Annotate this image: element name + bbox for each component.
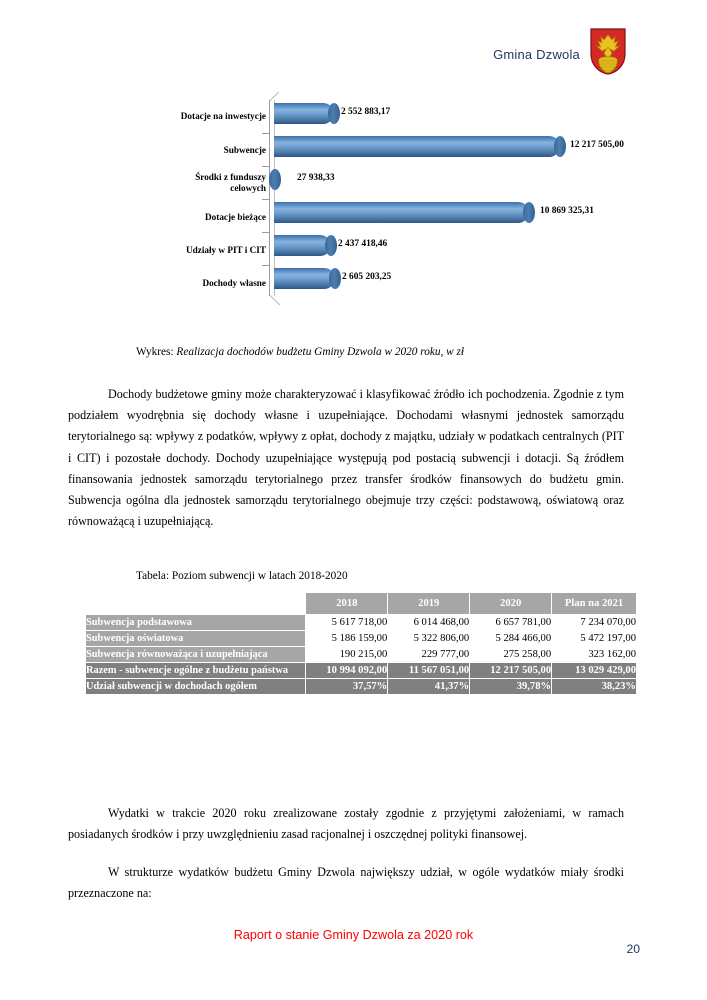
table-cell: 39,78% (470, 679, 552, 695)
table-column-header-2018: 2018 (306, 593, 388, 615)
table-cell: 41,37% (388, 679, 470, 695)
chart-value-label: 2 437 418,46 (338, 239, 388, 249)
axis-tick (262, 265, 269, 266)
table-cell: 37,57% (306, 679, 388, 695)
table-cell: 12 217 505,00 (470, 663, 552, 679)
page-number: 20 (626, 942, 640, 956)
chart-bar (274, 268, 335, 289)
chart-bar (274, 202, 529, 223)
table-cell: 190 215,00 (306, 647, 388, 663)
table-row (86, 647, 637, 663)
table-column-header-plan-2021: Plan na 2021 (552, 593, 637, 615)
chart-category-label: Dotacje bieżące (205, 212, 266, 222)
chart-bar (274, 235, 331, 256)
chart-category-label: Dochody własne (202, 278, 266, 288)
table-row (86, 631, 637, 647)
page-title: Gmina Dzwola (493, 47, 580, 62)
table-row (86, 679, 637, 695)
table-cell: 7 234 070,00 (552, 615, 637, 631)
table-header-row (86, 593, 637, 615)
table-row-label: Subwencja oświatowa (86, 631, 306, 647)
chart-caption-prefix: Wykres: (136, 346, 177, 358)
axis-tick (262, 133, 269, 134)
table-row-label: Subwencja równoważąca i uzupełniająca (86, 647, 306, 663)
table-cell: 5 322 806,00 (388, 631, 470, 647)
page-header (0, 28, 707, 80)
subvention-table-wrapper (85, 592, 637, 695)
chart-category-label: Dotacje na inwestycje (180, 111, 266, 121)
paragraph-expenditure-structure: W strukturze wydatków budżetu Gminy Dzwola największy udział, w ogóle wydatków miały środki przeznaczone na: (68, 865, 624, 901)
chart-plot-area (0, 92, 707, 314)
table-column-header-2020: 2020 (470, 593, 552, 615)
coat-of-arms-icon (589, 28, 627, 75)
table-column-header-2019: 2019 (388, 593, 470, 615)
table-cell: 229 777,00 (388, 647, 470, 663)
table-cell: 5 617 718,00 (306, 615, 388, 631)
axis-cap-top (269, 92, 290, 101)
table-cell: 6 657 781,00 (470, 615, 552, 631)
chart-category-label: Środki z funduszy celowych (195, 172, 266, 193)
table-cell: 323 162,00 (552, 647, 637, 663)
chart-caption (136, 346, 464, 358)
table-cell: 5 186 159,00 (306, 631, 388, 647)
table-cell: 13 029 429,00 (552, 663, 637, 679)
chart-value-label: 12 217 505,00 (570, 140, 624, 150)
axis-tick (262, 199, 269, 200)
table-row (86, 663, 637, 679)
chart-value-label: 2 552 883,17 (341, 107, 391, 117)
axis-cap-bottom (269, 295, 291, 305)
subvention-table (85, 592, 637, 695)
axis-line (269, 100, 270, 296)
table-cell: 38,23% (552, 679, 637, 695)
table-row-label: Udział subwencji w dochodach ogółem (86, 679, 306, 695)
table-cell: 5 284 466,00 (470, 631, 552, 647)
table-cell: 11 567 051,00 (388, 663, 470, 679)
income-bar-chart (0, 92, 707, 314)
chart-category-label: Udziały w PIT i CIT (186, 245, 266, 255)
table-cell: 6 014 468,00 (388, 615, 470, 631)
axis-tick (262, 232, 269, 233)
table-row-label: Subwencja podstawowa (86, 615, 306, 631)
axis-tick (262, 166, 269, 167)
table-cell: 275 258,00 (470, 647, 552, 663)
chart-bar (274, 136, 560, 157)
chart-bar (274, 169, 275, 190)
table-cell: 5 472 197,00 (552, 631, 637, 647)
footer-report-title: Raport o stanie Gminy Dzwola za 2020 rok (233, 928, 474, 942)
chart-value-label: 27 938,33 (297, 173, 335, 183)
paragraph-income-sources: Dochody budżetowe gminy może charakteryzować i klasyfikować źródło ich pochodzenia. Zgodnie z tym podziałem wyodrębnia się dochody własne i uzupełniające. Dochodami własnymi jednostek samorządu terytorialnego są: wpływy z podatków, wpływy z opłat, dochody z majątku, udziały w podatkach centralnych (PIT i CIT) i pozostałe dochody. Dochody uzupełniające występują pod postacią subwencji i dotacji. Są źródłem finansowania jednostek samorządu terytorialnego przez transfer środków finansowych do budżetu gmin. Subwencja ogólna dla jednostek samorządu terytorialnego obejmuje trzy części: podstawową, oświatową oraz równoważącą i uzupełniającą. (68, 387, 624, 529)
table-row (86, 615, 637, 631)
chart-bar (274, 103, 334, 124)
chart-value-label: 2 605 203,25 (342, 272, 392, 282)
table-caption: Tabela: Poziom subwencji w latach 2018-2020 (136, 570, 348, 582)
table-row-label: Razem - subwencje ogólne z budżetu państwa (86, 663, 306, 679)
chart-category-label: Subwencje (223, 145, 266, 155)
chart-value-label: 10 869 325,31 (540, 206, 594, 216)
paragraph-expenditures: Wydatki w trakcie 2020 roku zrealizowane zostały zgodnie z przyjętymi założeniami, w ramach posiadanych środków i przy uwzględnieniu zasad racjonalnej i oszczędnej polityki finansowej. (68, 806, 624, 842)
table-cell: 10 994 092,00 (306, 663, 388, 679)
chart-caption-title: Realizacja dochodów budżetu Gminy Dzwola w 2020 roku, w zł (176, 346, 465, 358)
table-corner-cell (86, 593, 306, 615)
